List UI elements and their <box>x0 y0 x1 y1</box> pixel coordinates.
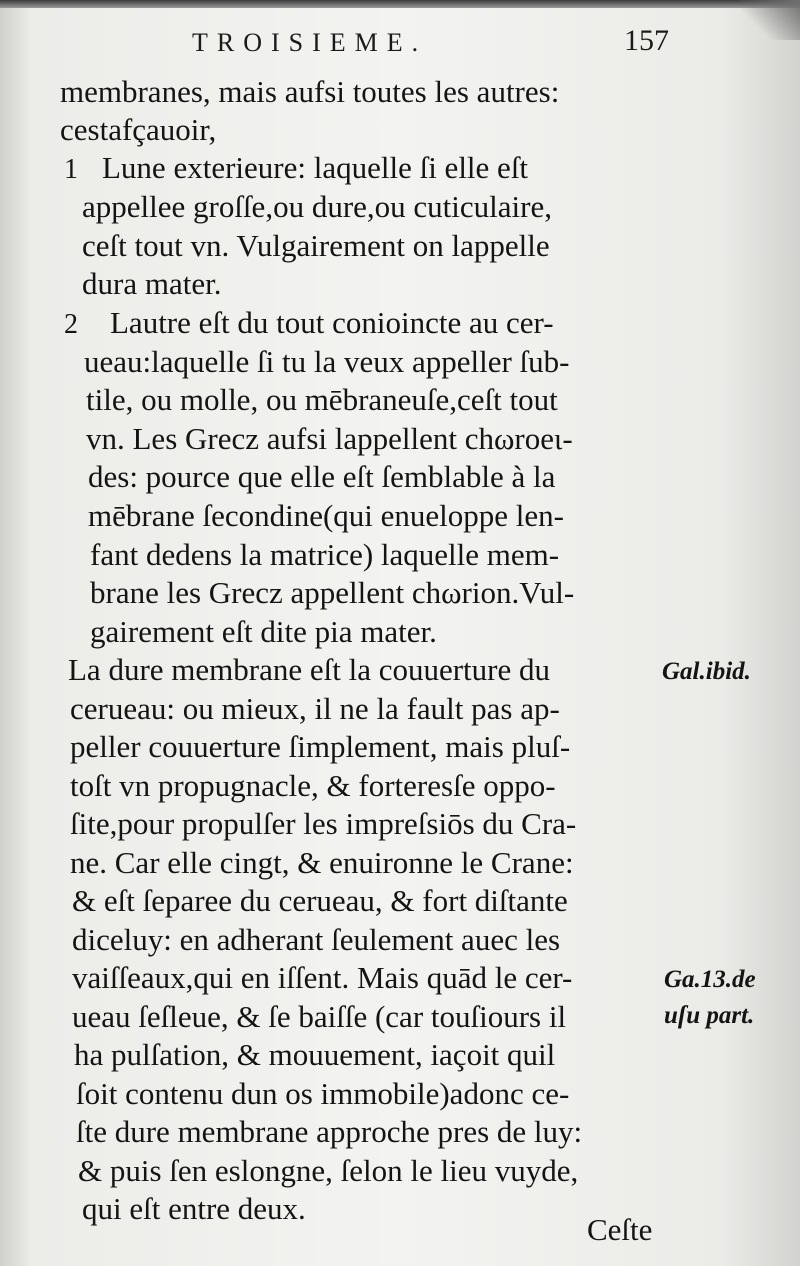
bleed-through-text <box>690 95 718 176</box>
text-line: & eſt ſeparee du cerueau, & fort diſtante <box>72 883 568 918</box>
text-line: cerueau: ou mieux, il ne la fault pas ap- <box>70 691 560 726</box>
page-corner-shadow <box>740 0 800 40</box>
list-number: 2 <box>64 309 78 340</box>
running-title: TROISIEME. <box>192 28 428 57</box>
text-line: ne. Car elle cingt, & enuironne le Crane: <box>70 845 574 880</box>
text-line: brane les Grecz appellent chωrion.Vul- <box>90 575 575 610</box>
text-line: appellee groſſe,ou dure,ou cuticulaire, <box>82 189 552 224</box>
margin-note: Gal.ibid. <box>662 658 751 685</box>
text-line: ſte dure membrane approche pres de luy: <box>76 1114 583 1149</box>
text-line: ceſt tout vn. Vulgairement on lappelle <box>82 228 550 263</box>
page-top-edge <box>0 0 800 8</box>
text-line: toſt vn propugnacle, & forteresſe oppo- <box>70 768 556 803</box>
text-line: tile, ou molle, ou mēbraneuſe,ceſt tout <box>86 382 558 417</box>
text-line: mēbrane ſecondine(qui enueloppe len- <box>88 498 564 533</box>
margin-note: uſu part. <box>664 1002 755 1029</box>
text-line: Lune exterieure: laquelle ſi elle eſt <box>102 150 529 185</box>
text-line: vn. Les Grecz aufsi lappellent chωroeι- <box>86 421 573 456</box>
text-line: membranes, mais aufsi toutes les autres: <box>60 74 560 109</box>
text-line: ueau:laquelle ſi tu la veux appeller ſub- <box>84 344 570 379</box>
text-line: peller couuerture ſimplement, mais pluſ- <box>70 729 571 764</box>
text-line: qui eſt entre deux. <box>82 1191 306 1226</box>
text-line: dura mater. <box>82 266 222 301</box>
text-line: fant dedens la matrice) laquelle mem- <box>90 537 560 572</box>
catchword: Ceſte <box>587 1212 653 1247</box>
text-line: La dure membrane eſt la couuerture du <box>68 652 550 687</box>
text-line: des: pource que elle eſt ſemblable à la <box>88 459 556 494</box>
text-line: ha pulſation, & mouuement, iaçoit quil <box>74 1037 556 1072</box>
page-number: 157 <box>624 24 669 57</box>
margin-note: Ga.13.de <box>664 966 756 993</box>
text-line: Lautre eſt du tout conioincte au cer- <box>110 305 554 340</box>
text-line: vaiſſeaux,qui en iſſent. Mais quād le cer- <box>72 960 573 995</box>
text-line: cestafçauoir, <box>60 112 217 147</box>
text-line: ueau ſeſleue, & ſe baiſſe (car touſiours il <box>72 999 567 1034</box>
text-line: gairement eſt dite pia mater. <box>90 614 437 649</box>
text-line: ſoit contenu dun os immobile)adonc ce- <box>76 1076 570 1111</box>
text-line: diceluy: en adherant ſeulement auec les <box>72 922 561 957</box>
list-number: 1 <box>64 154 78 185</box>
text-line: & puis ſen eslongne, ſelon le lieu vuyde, <box>78 1153 579 1188</box>
text-line: ſite,pour propulſer les impreſsiōs du Cra- <box>70 806 577 841</box>
